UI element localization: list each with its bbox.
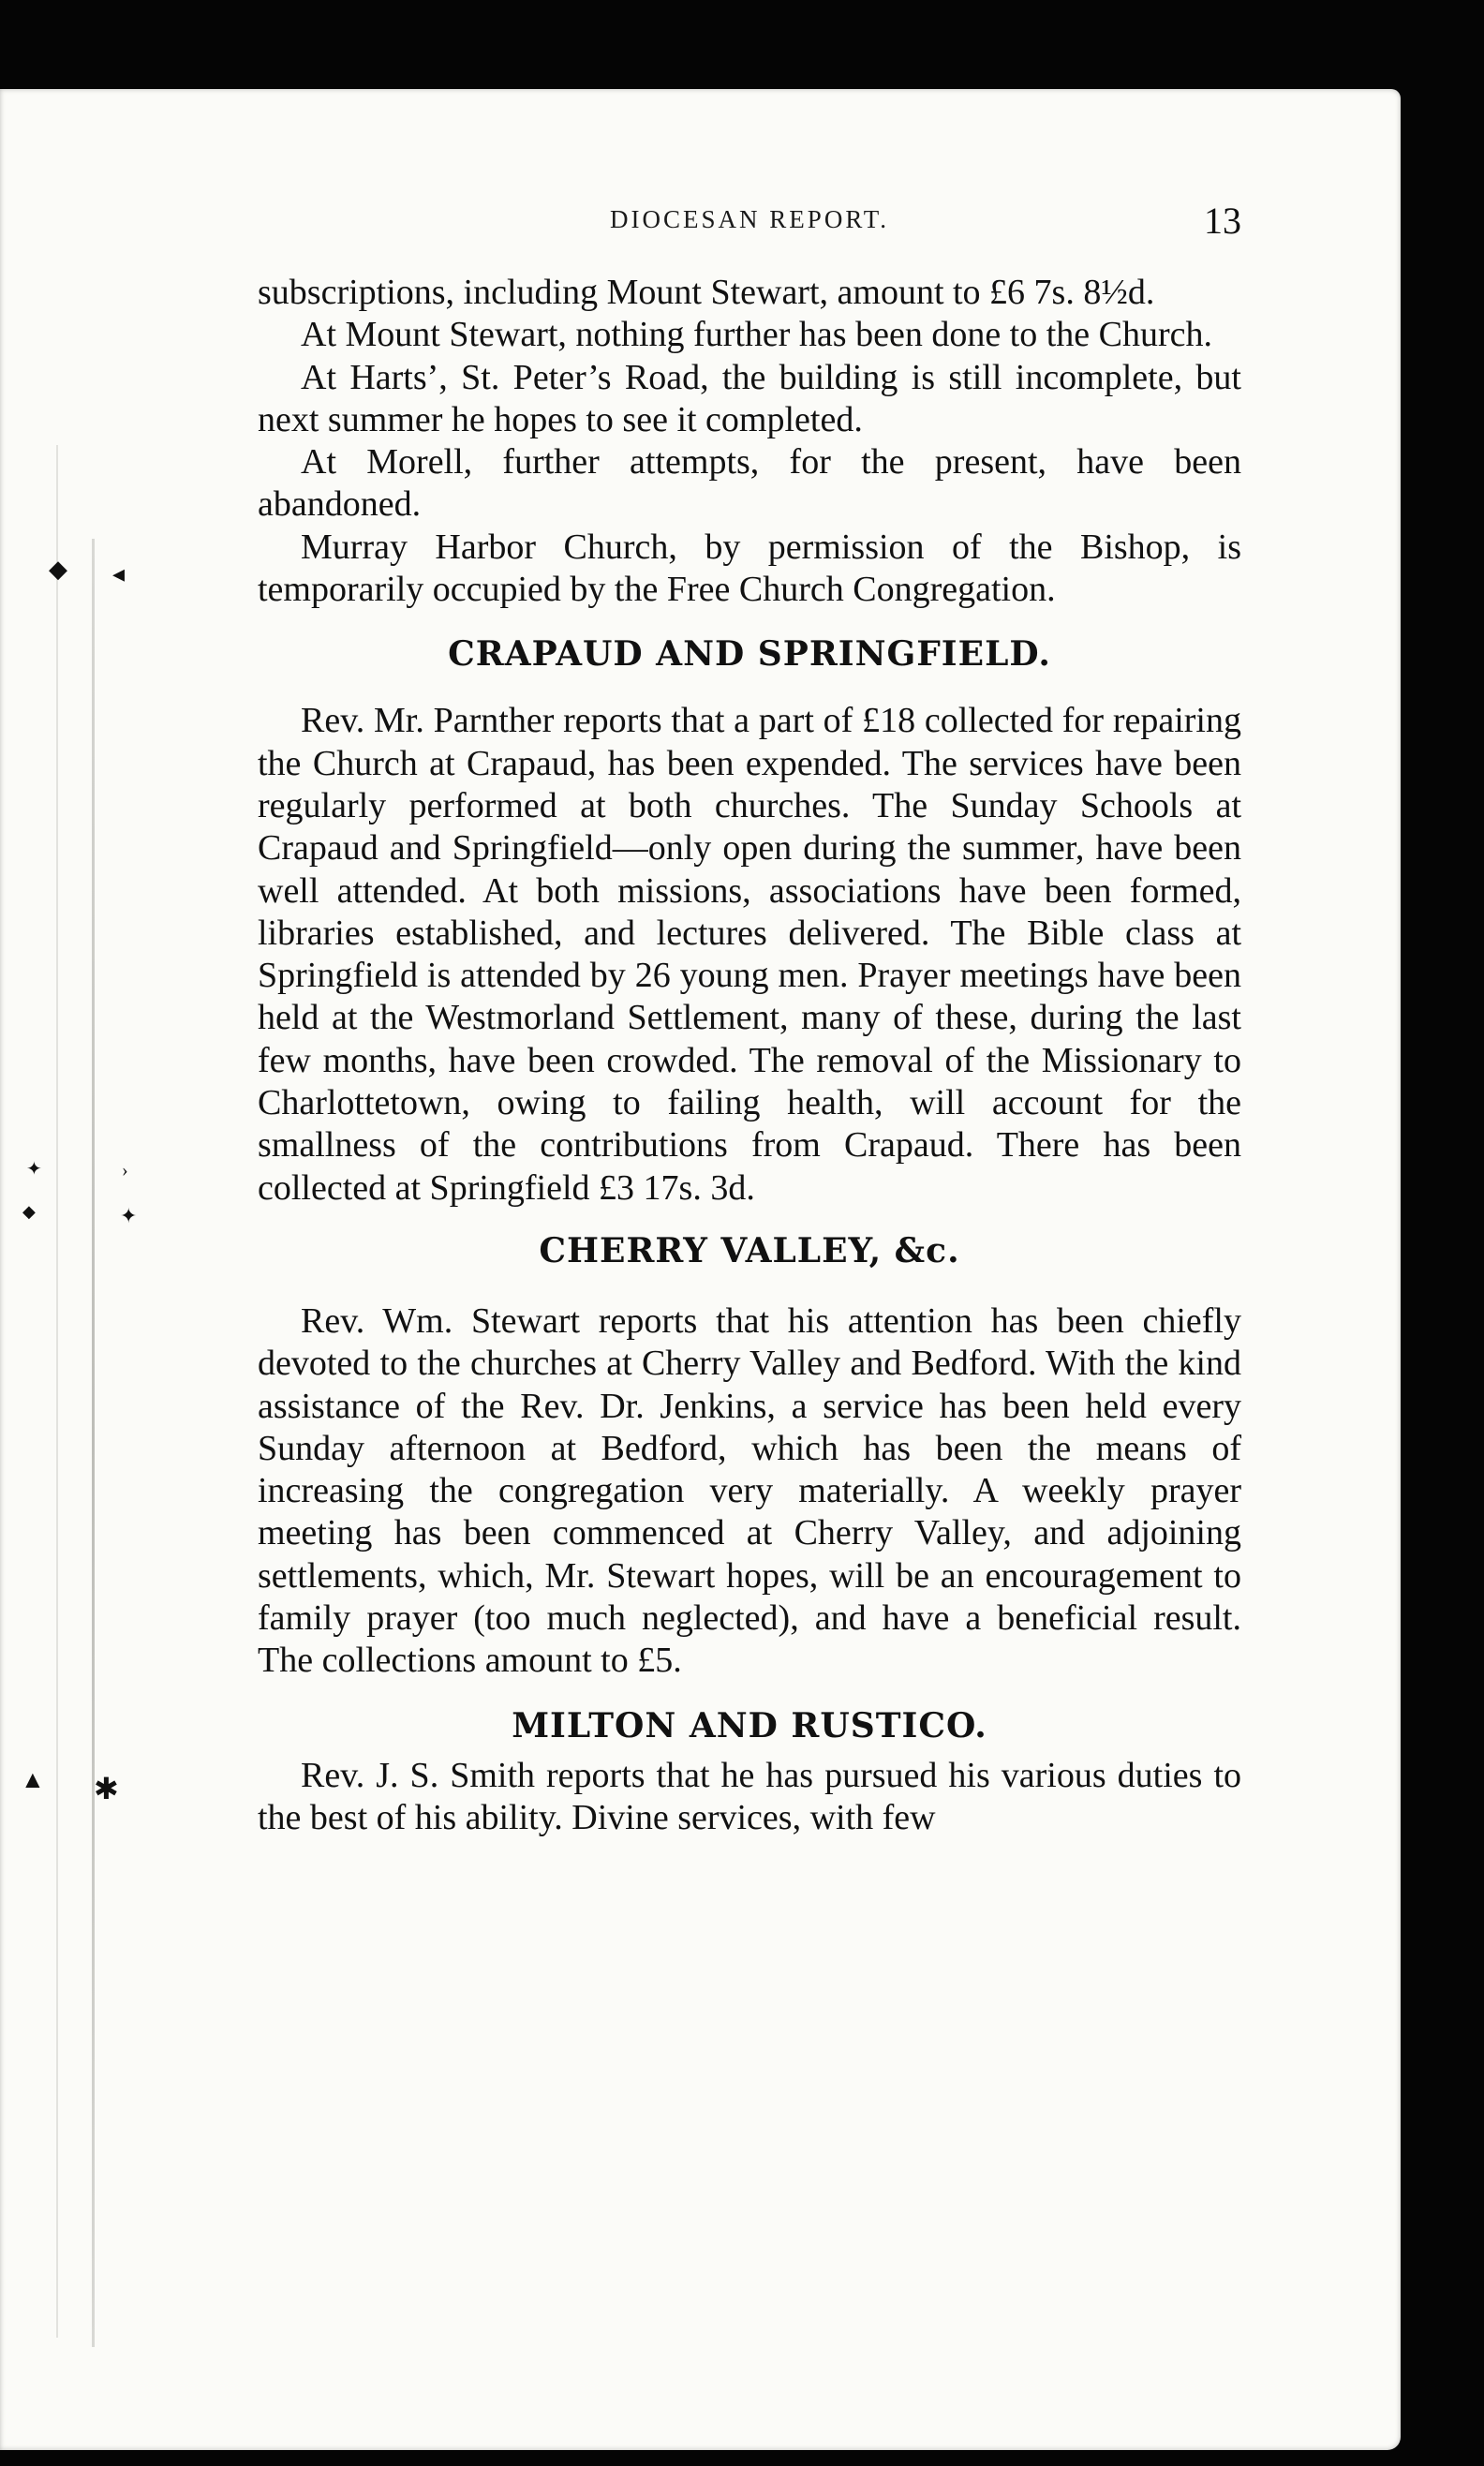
margin-mark: ✦ xyxy=(26,1159,42,1180)
paragraph: subscriptions, including Mount Stewart, amount to £6 7s. 8½d. xyxy=(258,273,1155,312)
paragraph: Rev. Mr. Parnther reports that a part of £18 collected for repairing the Church at Crapaud, has been expended. The services have been regularly performed at both churches. The Sunday Schools at Crapaud and Springfield—only open during the summer, have been well attended. At both missions, associations have been formed, libraries established, and lectures delivered. The Bible class at Springfield is attended by 26 young men. Prayer meetings have been held at the Westmorland Settlement, many of these, during the last few months, have been crowded. The removal of the Missionary to Charlottetown, owing to failing health, will account for the smallness of the contributions from Crapaud. There has been collected at Springfield £3 17s. 3d. xyxy=(258,701,1241,1208)
margin-mark: ◆ xyxy=(49,556,67,583)
page-number: 13 xyxy=(1204,200,1241,242)
margin-mark: ◂ xyxy=(112,560,126,587)
paragraph: At Morell, further attempts, for the present, have been abandoned. xyxy=(258,442,1241,525)
paragraph: Rev. J. S. Smith reports that he has pursued his various duties to the best of his ability. Divine services, with few xyxy=(258,1755,1241,1837)
paragraph: At Harts’, St. Peter’s Road, the building is still incomplete, but next summer he hopes to see it completed. xyxy=(258,357,1241,439)
paragraph: Rev. Wm. Stewart reports that his attention has been chiefly devoted to the churches at Cherry Valley and Bedford. With the kind assistance of the Rev. Dr. Jenkins, a service has been held every Sunday afternoon at Bedford, which has been the means of increasing the congregation very materially. A weekly prayer meeting has been commenced at Cherry Valley, and adjoining settlements, which, Mr. Stewart hopes, will be an encouragement to family prayer (too much neglected), and have a beneficial result. The collections amount to £5. xyxy=(258,1300,1241,1681)
section-heading: MILTON AND RUSTICO. xyxy=(512,1705,987,1746)
section-heading: CHERRY VALLEY, &c. xyxy=(539,1230,960,1270)
margin-mark: ▲ xyxy=(21,1766,45,1793)
page-gutter-line xyxy=(56,445,58,2338)
paragraph: Murray Harbor Church, by permission of the Bishop, is temporarily occupied by the Free Church Congregation. xyxy=(258,527,1241,610)
page-body xyxy=(258,272,1241,1839)
paragraph: At Mount Stewart, nothing further has been done to the Church. xyxy=(301,315,1213,355)
page-fold-line xyxy=(92,539,95,2347)
margin-mark: ✱ xyxy=(94,1772,119,1805)
margin-mark: › xyxy=(122,1160,128,1181)
margin-mark: ✦ xyxy=(120,1204,138,1227)
running-header: DIOCESAN REPORT. xyxy=(610,205,889,233)
margin-mark: ◆ xyxy=(22,1202,36,1221)
section-heading: CRAPAUD AND SPRINGFIELD. xyxy=(448,634,1051,675)
